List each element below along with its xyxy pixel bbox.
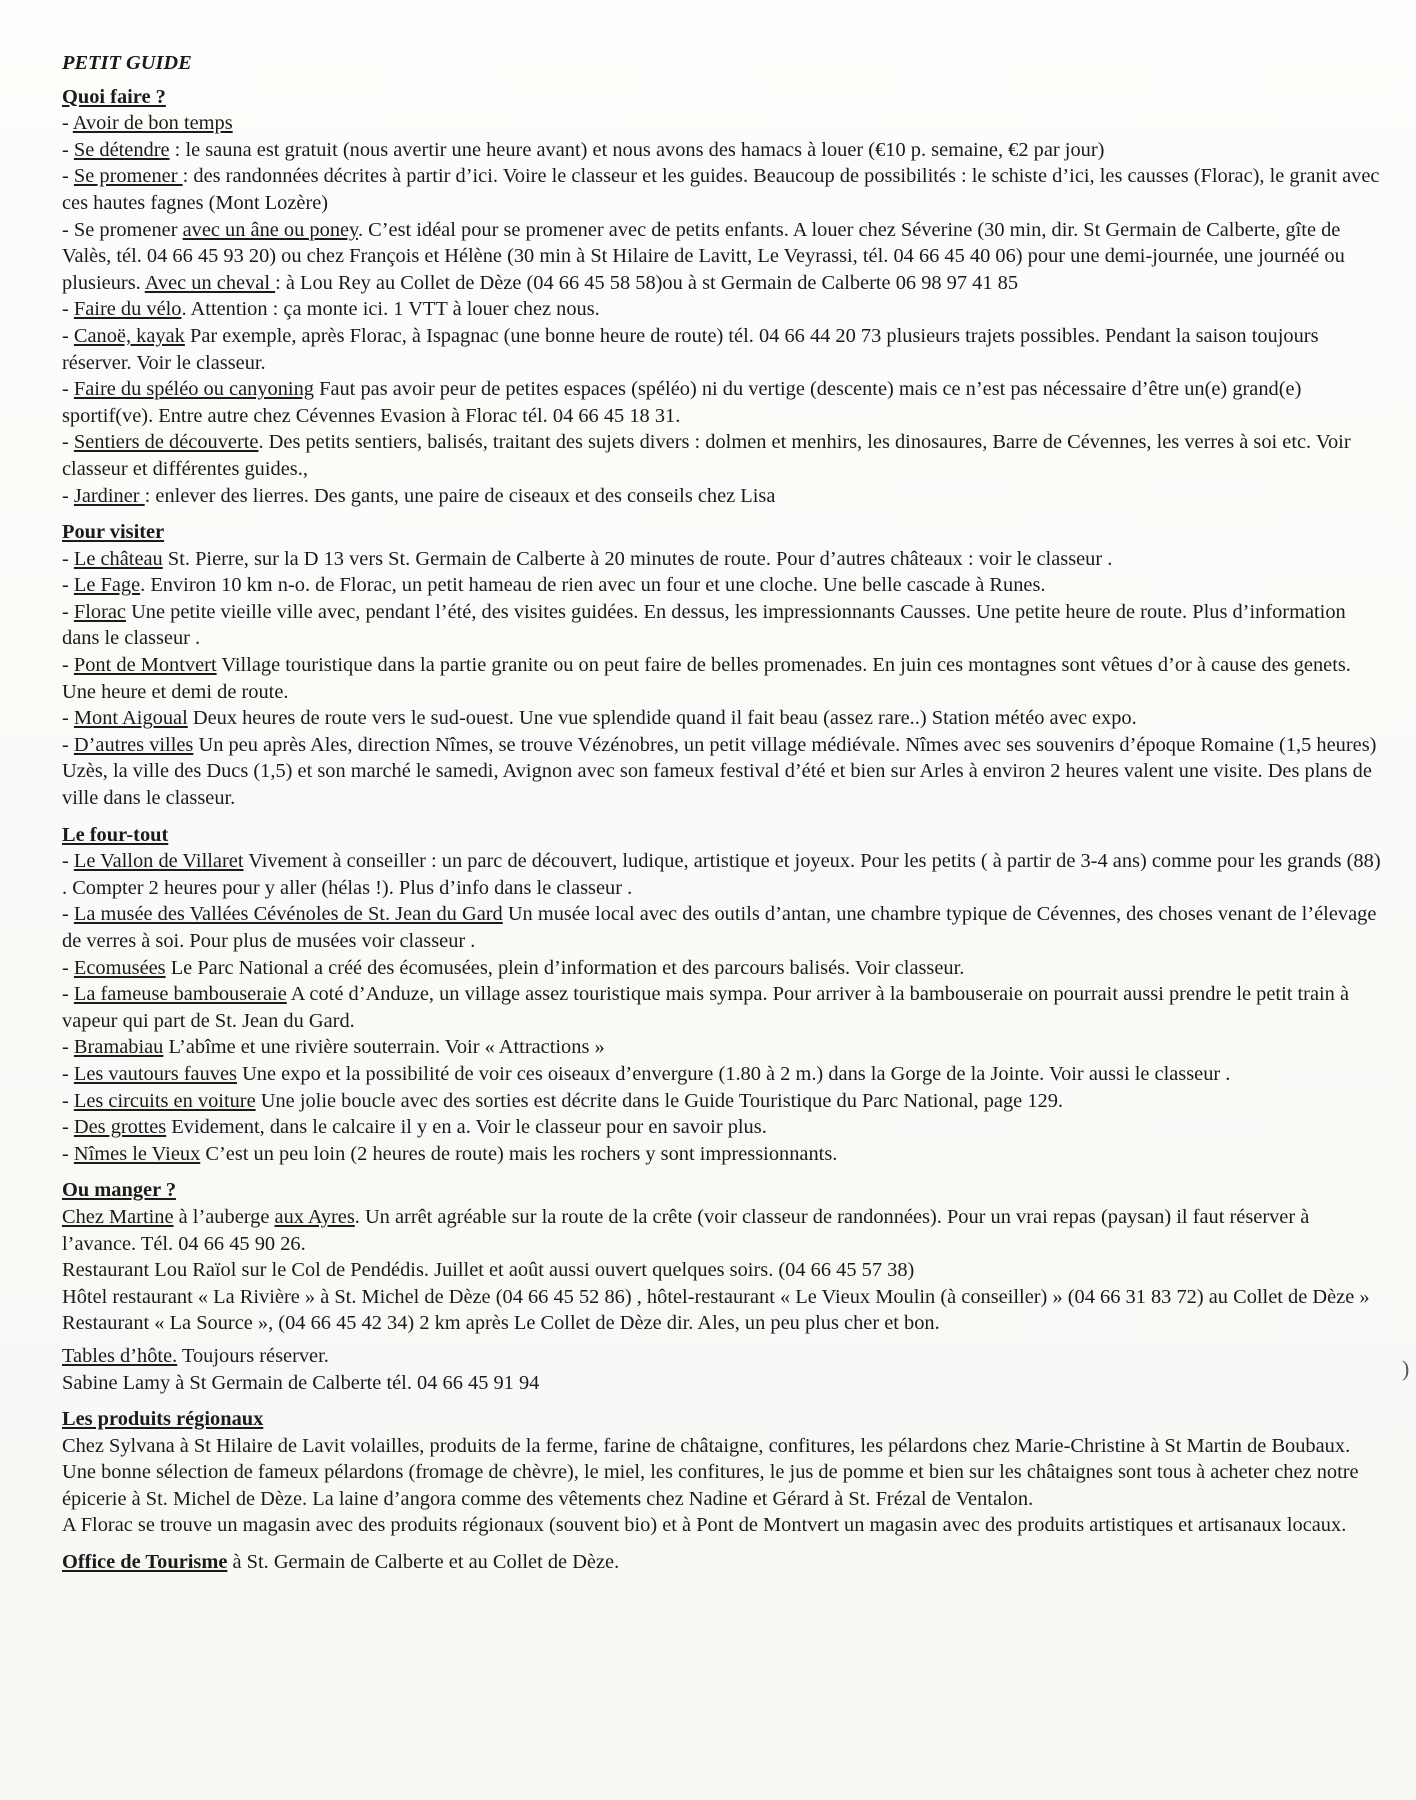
document-body	[62, 50, 1382, 1576]
item-text: . Environ 10 km n-o. de Florac, un petit hameau de rien avec un four et une cloche. Une belle cascade à Runes.	[140, 574, 1046, 597]
item-underlined-label: Sentiers de découverte	[73, 431, 259, 454]
list-item	[62, 848, 1382, 901]
item-underlined-label: Faire du spéléo ou canyoning	[73, 378, 314, 401]
item-text: -	[62, 733, 74, 756]
item-underlined-label: Faire du vélo	[73, 298, 182, 321]
list-item	[62, 110, 1382, 137]
list-item	[62, 732, 1382, 812]
item-underlined-label: Bramabiau	[73, 1036, 164, 1059]
item-text: . Attention : ça monte ici. 1 VTT à louer chez nous.	[181, 298, 600, 321]
item-text: : le sauna est gratuit (nous avertir une heure avant) et nous avons des hamacs à louer (€10 p. semaine, €2 par jour)	[169, 138, 1105, 161]
item-text: - Se promener	[62, 218, 183, 241]
item-text: -	[62, 484, 74, 507]
section-heading: Pour visiter	[62, 521, 165, 544]
list-item	[62, 1088, 1382, 1115]
list-item	[62, 376, 1382, 429]
item-underlined-label: Mont Aigoual	[73, 707, 188, 730]
item-text: A coté d’Anduze, un village assez touristique mais sympa. Pour arriver à la bambouseraie on pourrait aussi prendre le petit train à vapeur qui part de St. Jean du Gard.	[62, 983, 1350, 1032]
item-text: -	[62, 956, 74, 979]
item-underlined-label: avec un âne ou poney	[182, 218, 358, 241]
list-item	[62, 901, 1382, 954]
section-heading: Les produits régionaux	[62, 1408, 264, 1431]
item-text: -	[62, 547, 74, 570]
list-item	[62, 1204, 1382, 1257]
sections-container	[62, 84, 1382, 1539]
list-item	[62, 652, 1382, 705]
item-text: -	[62, 138, 74, 161]
item-underlined-label: La musée des Vallées Cévénoles de St. Jean du Gard	[73, 903, 503, 926]
section	[62, 1406, 1382, 1539]
item-text: : enlever des lierres. Des gants, une paire de ciseaux et des conseils chez Lisa	[144, 484, 776, 507]
item-text: -	[62, 903, 74, 926]
item-text: -	[62, 574, 74, 597]
list-item	[62, 705, 1382, 732]
document-title: PETIT GUIDE	[62, 52, 192, 74]
item-underlined-label: aux Ayres	[274, 1205, 355, 1228]
item-underlined-label: Le Vallon de Villaret	[73, 850, 244, 873]
item-text: : à Lou Rey au Collet de Dèze (04 66 45 58 58)ou à st Germain de Calberte 06 98 97 41 85	[275, 271, 1019, 294]
section-heading: Ou manger ?	[62, 1179, 177, 1202]
item-underlined-label: Ecomusées	[73, 956, 166, 979]
section-heading: Quoi faire ?	[62, 85, 166, 108]
item-text: . Un arrêt agréable sur la route de la crête (voir classeur de randonnées). Pour un vrai repas (paysan) il faut réserver à l’avance. Tél. 04 66 45 90 26.	[62, 1205, 1310, 1255]
item-text: Une petite vieille ville avec, pendant l’été, des visites guidées. En dessus, les impressionnants Causses. Une petite heure de route. Plus d’information dans le classeur .	[62, 600, 1346, 650]
list-item	[62, 483, 1382, 510]
item-underlined-label: Des grottes	[73, 1116, 167, 1139]
list-item	[62, 1370, 1382, 1397]
item-text: C’est un peu loin (2 heures de route) mais les rochers y sont impressionnants.	[200, 1142, 838, 1165]
item-text: -	[62, 600, 74, 623]
list-item	[62, 1141, 1382, 1168]
item-underlined-label: D’autres villes	[73, 733, 194, 756]
section	[62, 1177, 1382, 1396]
list-item	[62, 1512, 1382, 1539]
list-item	[62, 599, 1382, 652]
list-item	[62, 546, 1382, 573]
item-text: -	[62, 324, 74, 347]
item-underlined-label: Avoir de bon temps	[72, 112, 233, 135]
list-item	[62, 1343, 1382, 1370]
list-item	[62, 296, 1382, 323]
footer-label: Office de Tourisme	[62, 1551, 228, 1574]
list-item	[62, 1114, 1382, 1141]
item-text: . Des petits sentiers, balisés, traitant des sujets divers : dolmen et menhirs, les dinosaures, Barre de Cévennes, les verres à soi etc. Voir classeur et différentes guides.,	[62, 431, 1351, 480]
item-text: Deux heures de route vers le sud-ouest. Une vue splendide quand il fait beau (assez rare..) Station météo avec expo.	[187, 707, 1137, 730]
item-underlined-label: Les vautours fauves	[73, 1062, 237, 1085]
item-text: A Florac se trouve un magasin avec des produits régionaux (souvent bio) et à Pont de Montvert un magasin avec des produits artistiques et artisanaux locaux.	[62, 1514, 1347, 1537]
list-item	[62, 429, 1382, 482]
list-item	[62, 1284, 1382, 1337]
item-underlined-label: Chez Martine	[62, 1205, 174, 1228]
item-text: Un peu après Ales, direction Nîmes, se trouve Vézénobres, un petit village médiévale. Nîmes avec ses souvenirs d’époque Romaine (1,5 heures) Uzès, la ville des Ducs (1,5) et son marché le samedi, Avignon avec son fameux festival d’été et bien sur Arles à environ 2 heures valent une visite. Des plans de ville dans le classeur.	[62, 733, 1377, 810]
item-text: L’abîme et une rivière souterrain. Voir « Attractions »	[163, 1036, 605, 1059]
item-text: -	[62, 112, 73, 135]
item-text: Toujours réserver.	[177, 1344, 329, 1367]
item-text: -	[62, 1089, 74, 1112]
scan-mark: )	[1402, 1356, 1410, 1381]
item-text: Faut pas avoir peur de petites espaces (spéléo) ni du vertige (descente) mais ce n’est pas nécessaire d’être un(e) grand(e) sportif(ve). Entre autre chez Cévennes Evasion à Florac tél. 04 66 45 18 31.	[62, 378, 1302, 427]
item-text: -	[62, 850, 74, 873]
list-item	[62, 323, 1382, 376]
item-text: Hôtel restaurant « La Rivière » à St. Michel de Dèze (04 66 45 52 86) , hôtel-restaurant « Le Vieux Moulin (à conseiller) » (04 66 31 83 72) au Collet de Dèze » Restaurant « La Source », (04 66 45 42 34) 2 km après Le Collet de Dèze dir. Ales, un peu plus cher et bon.	[62, 1285, 1370, 1335]
section	[62, 519, 1382, 812]
item-text: -	[62, 298, 74, 321]
item-underlined-label: Le château	[73, 547, 163, 570]
list-item	[62, 1034, 1382, 1061]
item-text: . C’est idéal pour se promener avec de petits enfants. A louer chez Séverine (30 min, dir. St Germain de Calberte, gîte de Valès, tél. 04 66 45 93 20) ou chez François et Hélène (30 min à St Hilaire de Lavitt, Le Veyrassi, tél. 04 66 45 40 06) pour une demi-journée, une journéé ou plusieurs.	[62, 218, 1345, 294]
list-item	[62, 572, 1382, 599]
item-underlined-label: Canoë, kayak	[73, 324, 185, 347]
footer-line	[62, 1549, 1382, 1576]
item-text: Une jolie boucle avec des sorties est décrite dans le Guide Touristique du Parc National, page 129.	[255, 1089, 1064, 1112]
item-text: -	[62, 431, 74, 454]
item-underlined-label: Se promener	[73, 165, 183, 188]
item-underlined-label: Florac	[73, 600, 126, 623]
item-text: -	[62, 1062, 74, 1085]
item-underlined-label: Le Fage	[73, 574, 141, 597]
item-underlined-label: La fameuse bambouseraie	[73, 983, 287, 1006]
item-text: -	[62, 1036, 74, 1059]
item-text: St. Pierre, sur la D 13 vers St. Germain de Calberte à 20 minutes de route. Pour d’autres châteaux : voir le classeur .	[162, 547, 1113, 570]
item-text: : des randonnées décrites à partir d’ici. Voire le classeur et les guides. Beaucoup de possibilités : le schiste d’ici, les causses (Florac), le granit avec ces hautes fagnes (Mont Lozère)	[62, 165, 1380, 214]
item-text: Un musée local avec des outils d’antan, une chambre typique de Cévennes, des choses venant de l’élevage de verres à soi. Pour plus de musées voir classeur .	[62, 903, 1377, 952]
item-underlined-label: Avec un cheval	[144, 271, 276, 294]
item-text: -	[62, 654, 74, 677]
item-text: Village touristique dans la partie granite ou on peut faire de belles promenades. En juin ces montagnes sont vêtues d’or à cause des genets. Une heure et demi de route.	[62, 654, 1351, 703]
item-text: -	[62, 165, 74, 188]
item-text: Restaurant Lou Raïol sur le Col de Pendédis. Juillet et août aussi ouvert quelques soirs. (04 66 45 57 38)	[62, 1259, 915, 1282]
item-text: Par exemple, après Florac, à Ispagnac (une bonne heure de route) tél. 04 66 44 20 73 plusieurs trajets possibles. Pendant la saison toujours réserver. Voir le classeur.	[62, 324, 1319, 374]
item-underlined-label: Nîmes le Vieux	[73, 1142, 201, 1165]
item-text: Sabine Lamy à St Germain de Calberte tél. 04 66 45 91 94	[62, 1371, 540, 1394]
section-heading: Le four-tout	[62, 823, 169, 846]
list-item	[62, 1061, 1382, 1088]
item-text: Evidement, dans le calcaire il y en a. Voir le classeur pour en savoir plus.	[166, 1116, 767, 1139]
item-text: Vivement à conseiller : un parc de découvert, ludique, artistique et joyeux. Pour les petits ( à partir de 3-4 ans) comme pour les grands (88) . Compter 2 heures pour y aller (hélas !). Plus d’info dans le classeur .	[62, 850, 1381, 899]
item-underlined-label: Jardiner	[73, 484, 145, 507]
section	[62, 822, 1382, 1168]
item-text: Le Parc National a créé des écomusées, plein d’information et des parcours balisés. Voir classeur.	[165, 956, 965, 979]
item-underlined-label: Tables d’hôte.	[62, 1344, 178, 1367]
list-item	[62, 217, 1382, 297]
footer-text: à St. Germain de Calberte et au Collet de Dèze.	[227, 1551, 620, 1574]
list-item	[62, 137, 1382, 164]
item-text: à l’auberge	[173, 1205, 275, 1228]
list-item	[62, 163, 1382, 216]
item-text: -	[62, 707, 74, 730]
item-text: -	[62, 1116, 74, 1139]
list-item	[62, 955, 1382, 982]
item-text: Chez Sylvana à St Hilaire de Lavit volailles, produits de la ferme, farine de châtaigne, confitures, les pélardons chez Marie-Christine à St Martin de Boubaux. Une bonne sélection de fameux pélardons (fromage de chèvre), le miel, les confitures, le jus de pomme et bien sur les châtaignes sont tous à acheter chez notre épicerie à St. Michel de Dèze. La laine d’angora comme des vêtements chez Nadine et Gérard à St. Frézal de Ventalon.	[62, 1434, 1359, 1510]
list-item	[62, 1433, 1382, 1513]
list-item	[62, 1257, 1382, 1284]
item-underlined-label: Se détendre	[73, 138, 170, 161]
item-underlined-label: Pont de Montvert	[73, 654, 217, 677]
list-item	[62, 981, 1382, 1034]
item-text: -	[62, 378, 74, 401]
item-text: -	[62, 1142, 74, 1165]
item-underlined-label: Les circuits en voiture	[73, 1089, 256, 1112]
item-text: -	[62, 983, 74, 1006]
item-text: Une expo et la possibilité de voir ces oiseaux d’envergure (1.80 à 2 m.) dans la Gorge de la Jointe. Voir aussi le classeur .	[236, 1062, 1231, 1085]
section	[62, 84, 1382, 510]
